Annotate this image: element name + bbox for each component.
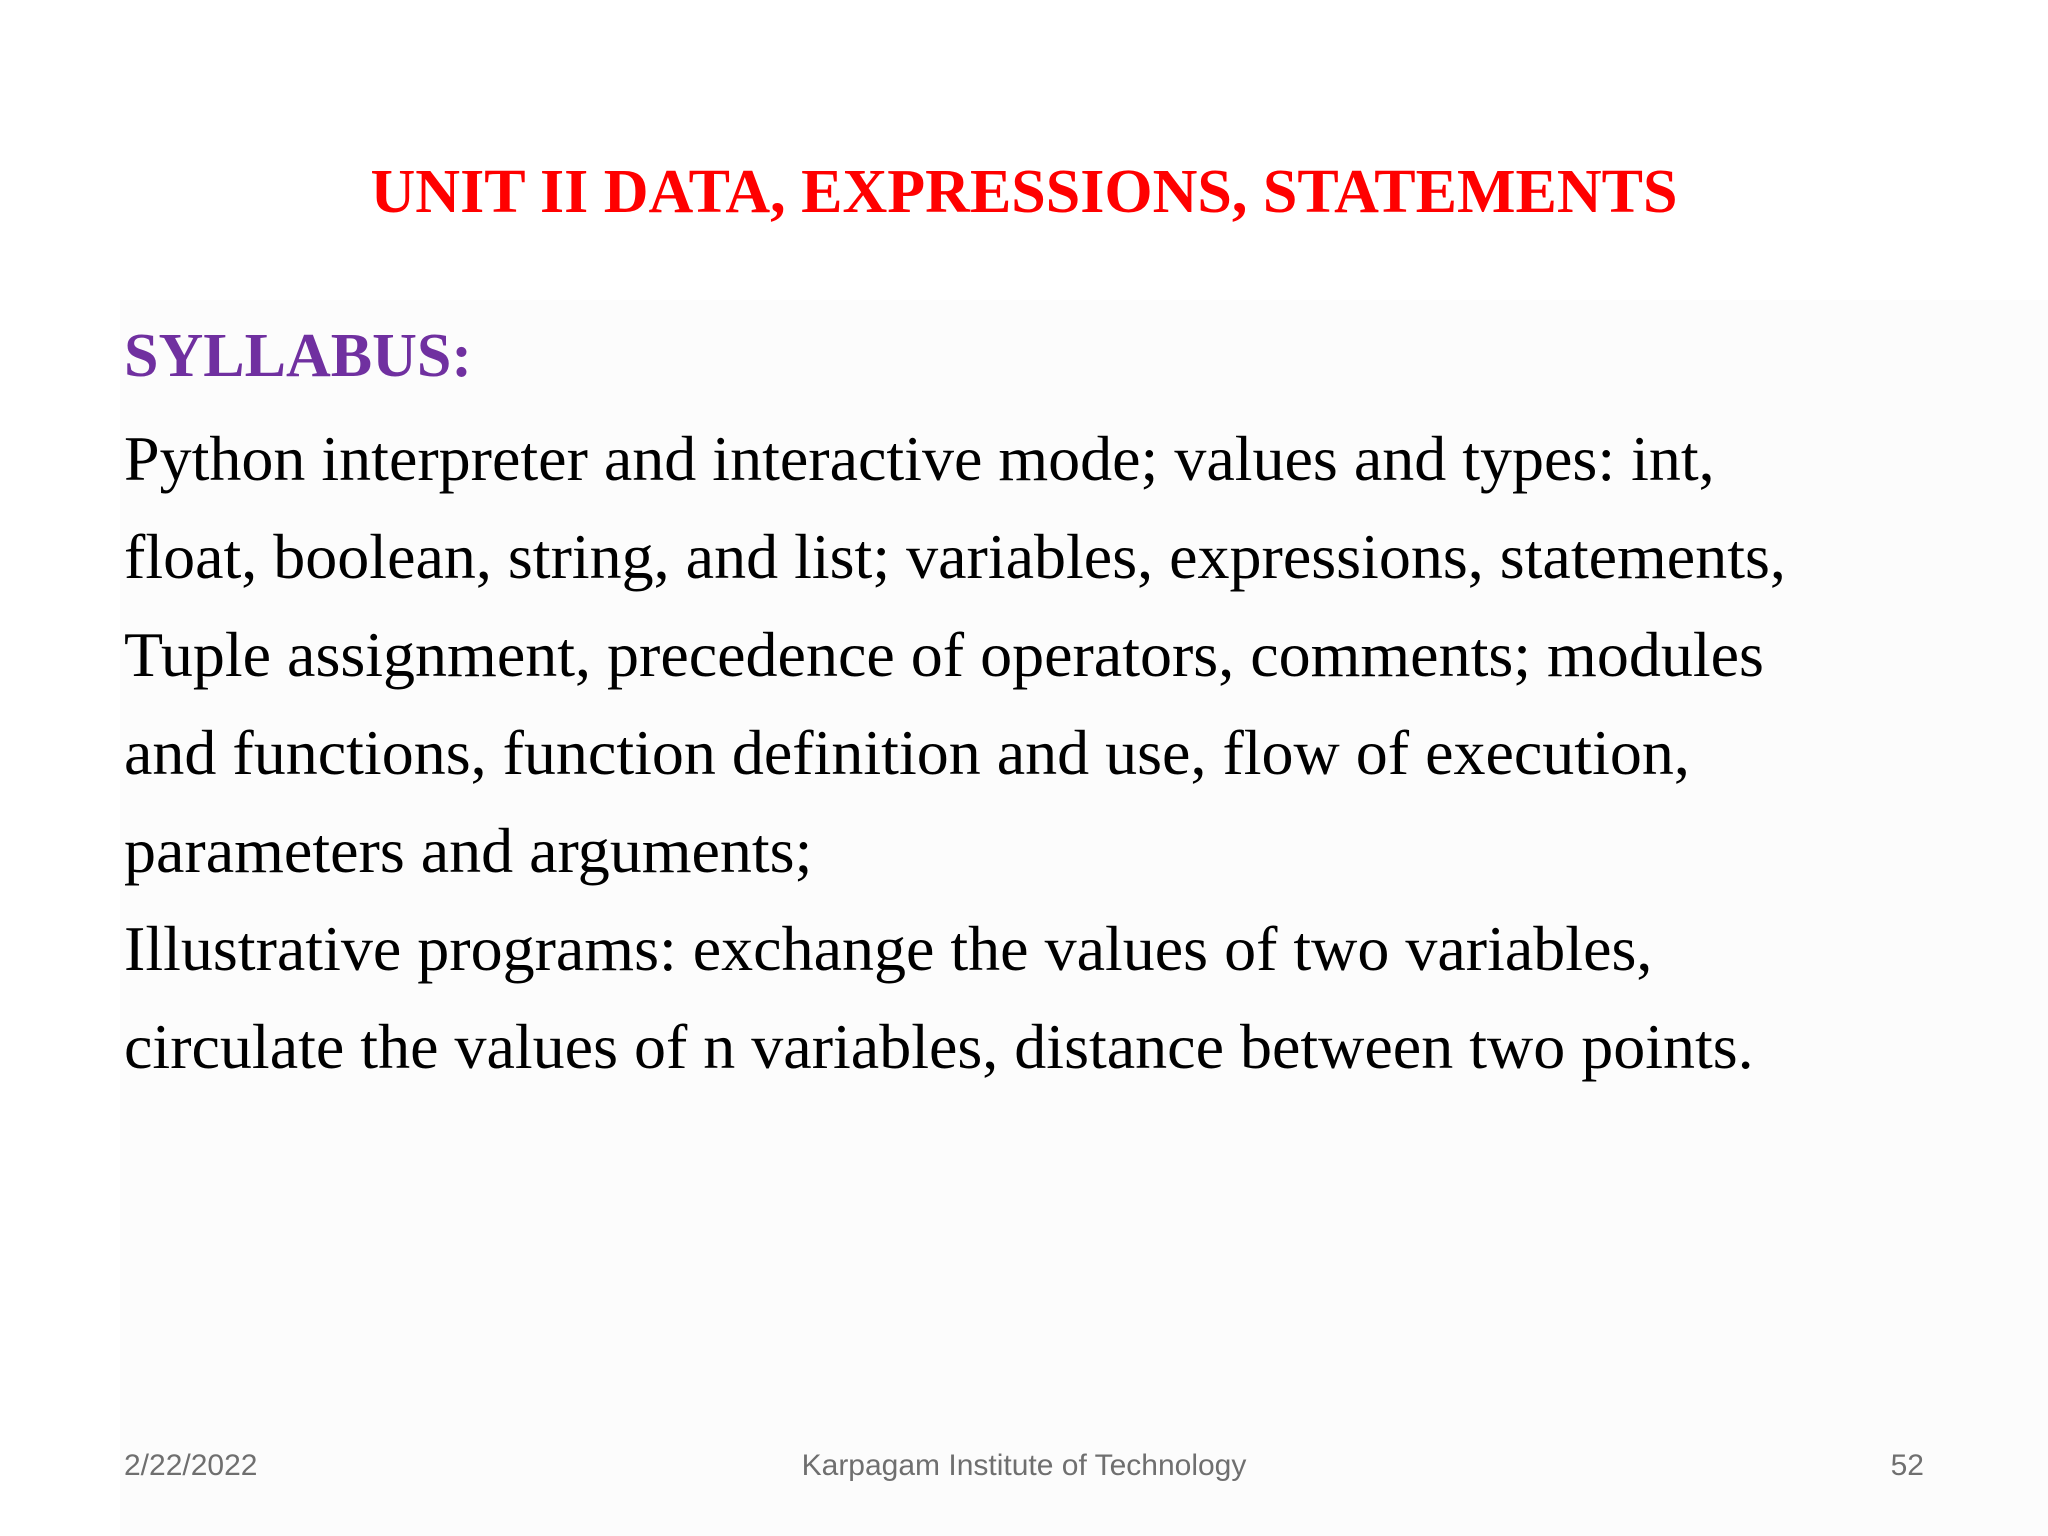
syllabus-line: Tuple assignment, precedence of operators, comments; modules <box>124 619 1764 690</box>
syllabus-body <box>124 410 1786 1096</box>
syllabus-heading: SYLLABUS: <box>124 322 472 390</box>
footer-institution: Karpagam Institute of Technology <box>801 1449 1247 1482</box>
slide-title: UNIT II DATA, EXPRESSIONS, STATEMENTS <box>370 158 1678 226</box>
syllabus-line: float, boolean, string, and list; variables, expressions, statements, <box>124 521 1786 592</box>
syllabus-line: Python interpreter and interactive mode; values and types: int, <box>124 423 1715 494</box>
syllabus-line: parameters and arguments; <box>124 815 813 886</box>
footer-date: 2/22/2022 <box>124 1449 258 1482</box>
footer-page-number: 52 <box>1890 1449 1924 1482</box>
syllabus-line: Illustrative programs: exchange the values of two variables, <box>124 913 1653 984</box>
syllabus-line: and functions, function definition and use, flow of execution, <box>124 717 1690 788</box>
syllabus-line: circulate the values of n variables, distance between two points. <box>124 1011 1754 1082</box>
